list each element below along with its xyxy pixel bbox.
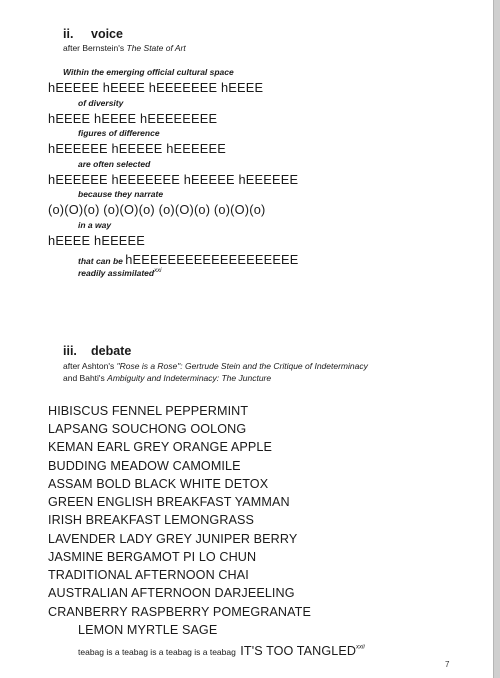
voice-line-5: hEEEEEE hEEEEE hEEEEEE [48,141,226,156]
tangled-text: IT'S TOO TANGLED [240,644,357,658]
section-numeral: ii. [63,27,74,41]
page-number: 7 [445,660,450,669]
section-byline-1 [63,361,368,371]
voice-line-10: in a way [78,220,112,230]
tea-line-1: HIBISCUS FENNEL PEPPERMINT [48,404,249,418]
tea-line-10: TRADITIONAL AFTERNOON CHAI [48,568,249,582]
byline-work-title: The State of Art [126,43,186,53]
final-big-text: hEEEEEEEEEEEEEEEEEEE [125,252,299,267]
section-title: debate [91,344,132,358]
final-small-text: that can be [78,256,126,266]
tea-line-5: ASSAM BOLD BLACK WHITE DETOX [48,477,269,491]
voice-line-7: hEEEEEE hEEEEEEE hEEEEE hEEEEEE [48,172,299,187]
voice-line-2: of diversity [78,98,124,108]
voice-line-6: are often selected [78,159,151,169]
tea-line-4: BUDDING MEADOW CAMOMILE [48,459,241,473]
section-heading-debate [63,344,131,358]
teabag-small-text: teabag is a teabag is a teabag is a teabag [78,647,236,657]
voice-line-4: figures of difference [78,128,160,138]
voice-final-line [78,251,299,269]
byline-text: after Ashton's [63,361,117,371]
section-title: voice [91,27,123,41]
section-numeral: iii. [63,344,77,358]
section-byline-2 [63,373,271,383]
voice-final-line-2 [78,268,161,278]
tea-line-8: LAVENDER LADY GREY JUNIPER BERRY [48,532,298,546]
footnote-marker: xxi [154,268,162,275]
tea-line-3: KEMAN EARL GREY ORANGE APPLE [48,440,272,454]
voice-line-8: because they narrate [78,189,164,199]
voice-line-9: (o)(O)(o) (o)(O)(o) (o)(O)(o) (o)(O)(o) [48,202,266,217]
voice-line-11: hEEEE hEEEEE [48,233,146,248]
byline-work-title: Ambiguity and Indeterminacy: The Juncture [107,373,272,383]
byline-text: after Bernstein's [63,43,127,53]
lead-line: Within the emerging official cultural space [63,67,234,77]
voice-line-1: hEEEEE hEEEE hEEEEEEE hEEEE [48,80,264,95]
tea-line-12: CRANBERRY RASPBERRY POMEGRANATE [48,605,311,619]
voice-line-3: hEEEE hEEEE hEEEEEEEE [48,111,218,126]
final-small-text-2: readily assimilated [78,268,155,278]
byline-text: and Bahti's [63,373,108,383]
tea-line-2: LAPSANG SOUCHONG OOLONG [48,422,247,436]
tea-line-indented: LEMON MYRTLE SAGE [78,623,218,637]
tea-line-9: JASMINE BERGAMOT PI LO CHUN [48,550,257,564]
tea-line-7: IRISH BREAKFAST LEMONGRASS [48,513,255,527]
byline-work-title: "Rose is a Rose": Gertrude Stein and the Critique of Indeterminacy [116,361,368,371]
teabag-line [78,642,365,660]
tea-line-11: AUSTRALIAN AFTERNOON DARJEELING [48,586,295,600]
section-byline [63,43,186,53]
footnote-marker: xxii [356,644,365,651]
tea-line-6: GREEN ENGLISH BREAKFAST YAMMAN [48,495,290,509]
section-heading-voice [63,27,123,41]
